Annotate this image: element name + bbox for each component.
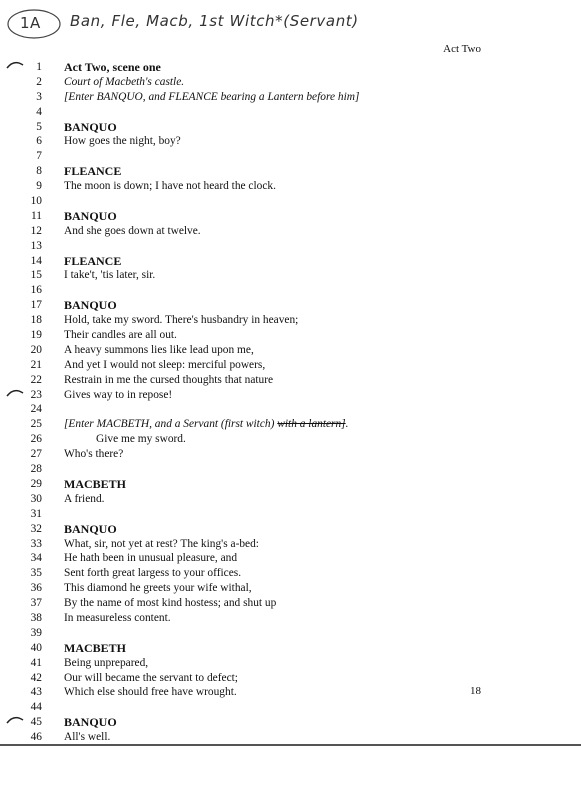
line-text-main: Who's there?: [64, 448, 124, 461]
line-text: [64, 90, 359, 105]
script-line: [0, 105, 581, 120]
script-line: [0, 194, 581, 209]
script-line: [0, 254, 581, 269]
line-text-main: BANQUO: [64, 521, 117, 536]
script-line: [0, 60, 581, 75]
line-text: [64, 179, 276, 194]
script-line: [0, 120, 581, 135]
script-lines: [0, 60, 581, 745]
scene-id-handwritten: 1A: [20, 14, 41, 32]
line-number: 39: [30, 626, 42, 639]
bottom-rule: [0, 744, 581, 746]
script-line: [0, 537, 581, 552]
line-number: 29: [30, 477, 42, 490]
line-number: 34: [30, 552, 42, 565]
line-text-main: Gives way to in repose!: [64, 388, 173, 401]
line-number: 32: [30, 522, 42, 535]
line-number: 19: [30, 329, 42, 342]
script-line: [0, 268, 581, 283]
script-line: [0, 432, 581, 447]
line-text-main: [Enter MACBETH, and a Servant (first witch): [64, 418, 275, 431]
script-line: [0, 239, 581, 254]
line-text-main: Act Two, scene one: [64, 60, 161, 74]
script-line: [0, 224, 581, 239]
line-text: [64, 417, 348, 432]
script-line: [0, 417, 581, 432]
script-line: [0, 283, 581, 298]
line-number: 42: [30, 671, 42, 684]
line-number: 4: [36, 105, 42, 118]
script-line: [0, 328, 581, 343]
script-line: [0, 522, 581, 537]
script-line: [0, 492, 581, 507]
line-number: 36: [30, 582, 42, 595]
act-header: Act Two: [443, 43, 481, 55]
speaker-name: [64, 60, 161, 75]
script-line: [0, 730, 581, 745]
line-number: 27: [30, 448, 42, 461]
line-number: 3: [36, 90, 42, 103]
line-text-main: I take't, 'tis later, sir.: [64, 269, 156, 282]
line-text-main: Being unprepared,: [64, 656, 149, 669]
line-text-main: The moon is down; I have not heard the clock.: [64, 180, 276, 193]
line-text: [64, 671, 238, 686]
line-number: 41: [30, 656, 42, 669]
line-text-main: [Enter BANQUO, and FLEANCE bearing a Lantern before him]: [64, 90, 360, 103]
line-number: 7: [36, 150, 42, 163]
script-line: [0, 149, 581, 164]
line-text: [64, 447, 123, 462]
script-line: [0, 179, 581, 194]
line-text-main: A heavy summons lies like lead upon me,: [64, 343, 254, 356]
line-text-main: BANQUO: [64, 298, 117, 313]
line-text-main: In measureless content.: [64, 611, 171, 624]
script-line: [0, 298, 581, 313]
line-number: 9: [36, 180, 42, 193]
line-text-main: He hath been in unusual pleasure, and: [64, 552, 238, 565]
line-number: 28: [30, 463, 42, 476]
line-text: [64, 224, 201, 239]
line-number: 46: [30, 731, 42, 744]
line-number: 17: [30, 299, 42, 312]
margin-cue-mark-icon: [6, 388, 24, 398]
line-text-main: Restrain in me the cursed thoughts that nature: [64, 373, 274, 386]
line-number: 37: [30, 597, 42, 610]
line-number: 10: [30, 195, 42, 208]
script-line: [0, 507, 581, 522]
script-line: [0, 685, 581, 700]
handwritten-annotation: [6, 6, 366, 46]
line-tail: .: [345, 418, 349, 431]
script-line: [0, 596, 581, 611]
line-number: 5: [36, 120, 42, 133]
script-line: [0, 402, 581, 417]
line-number: 26: [30, 433, 42, 446]
page-number: 18: [470, 685, 481, 697]
speaker-name: [64, 298, 117, 313]
script-line: [0, 566, 581, 581]
line-number: 11: [31, 209, 42, 222]
script-line: [0, 551, 581, 566]
script-line: [0, 447, 581, 462]
line-text-main: What, sir, not yet at rest? The king's a-bed:: [64, 537, 259, 550]
line-text-main: BANQUO: [64, 715, 117, 730]
line-text-main: And yet I would not sleep: merciful powers,: [64, 358, 266, 371]
script-line: [0, 671, 581, 686]
line-number: 31: [30, 507, 42, 520]
line-text-main: And she goes down at twelve.: [64, 224, 201, 237]
line-number: 16: [30, 284, 42, 297]
script-line: [0, 209, 581, 224]
cast-list-handwritten: Ban, Fle, Macb, 1st Witch*(Servant): [70, 12, 359, 30]
line-text: [64, 492, 105, 507]
line-number: 25: [30, 418, 42, 431]
script-line: [0, 715, 581, 730]
line-text: [64, 388, 172, 403]
line-number: 40: [30, 641, 42, 654]
line-text-main: MACBETH: [64, 640, 127, 655]
script-line: [0, 388, 581, 403]
script-line: [0, 626, 581, 641]
line-number: 12: [30, 224, 42, 237]
line-text-main: Our will became the servant to defect;: [64, 671, 238, 684]
line-number: 14: [30, 254, 42, 267]
line-text: [64, 611, 171, 626]
line-text-main: Hold, take my sword. There's husbandry in heaven;: [64, 314, 299, 327]
script-line: [0, 611, 581, 626]
line-text: [64, 551, 237, 566]
speaker-name: [64, 209, 117, 224]
script-line: [0, 358, 581, 373]
line-text-main: MACBETH: [64, 476, 127, 491]
line-number: 18: [30, 314, 42, 327]
line-number: 22: [30, 373, 42, 386]
line-text: [64, 343, 254, 358]
line-text: [64, 328, 177, 343]
line-number: 2: [36, 75, 42, 88]
line-text-main: Give me my sword.: [96, 433, 186, 446]
speaker-name: [64, 715, 117, 730]
line-text-main: Sent forth great largess to your offices.: [64, 567, 242, 580]
speaker-name: [64, 641, 126, 656]
line-number: 13: [30, 239, 42, 252]
speaker-name: [64, 164, 121, 179]
line-text-main: FLEANCE: [64, 253, 122, 268]
script-line: [0, 134, 581, 149]
line-text: [64, 656, 148, 671]
line-text-main: This diamond he greets your wife withal,: [64, 582, 252, 595]
line-text-main: BANQUO: [64, 208, 117, 223]
line-text: [96, 432, 186, 447]
margin-cue-mark-icon: [6, 60, 24, 70]
line-text: [64, 313, 298, 328]
line-number: 30: [30, 492, 42, 505]
line-text-main: Their candles are all out.: [64, 329, 177, 342]
speaker-name: [64, 254, 121, 269]
speaker-name: [64, 522, 117, 537]
script-line: [0, 343, 581, 358]
line-number: 1: [36, 61, 42, 73]
line-number: 8: [36, 165, 42, 178]
line-text-main: Which else should free have wrought.: [64, 686, 237, 699]
script-line: [0, 462, 581, 477]
speaker-name: [64, 477, 126, 492]
line-text-main: How goes the night, boy?: [64, 135, 181, 148]
line-text-main: BANQUO: [64, 119, 117, 134]
line-text-main: Court of Macbeth's castle.: [64, 75, 185, 88]
line-number: 6: [36, 135, 42, 148]
line-number: 15: [30, 269, 42, 282]
line-number: 43: [30, 686, 42, 699]
struck-text: with a lantern]: [277, 418, 346, 431]
script-line: [0, 700, 581, 715]
script-line: [0, 90, 581, 105]
line-number: 44: [30, 701, 42, 714]
line-number: 38: [30, 611, 42, 624]
line-number: 21: [30, 358, 42, 371]
line-text-main: FLEANCE: [64, 164, 122, 179]
script-line: [0, 313, 581, 328]
line-text: [64, 730, 110, 745]
line-text: [64, 373, 273, 388]
margin-cue-mark-icon: [6, 715, 24, 725]
script-line: [0, 75, 581, 90]
line-text-main: By the name of most kind hostess; and shut up: [64, 597, 277, 610]
line-number: 23: [30, 388, 42, 401]
line-text: [64, 75, 184, 90]
line-number: 45: [30, 716, 42, 729]
line-text: [64, 566, 241, 581]
speaker-name: [64, 120, 117, 135]
line-number: 20: [30, 343, 42, 356]
script-line: [0, 164, 581, 179]
line-text-main: All's well.: [64, 731, 111, 744]
line-text: [64, 596, 276, 611]
script-line: [0, 641, 581, 656]
line-text: [64, 581, 252, 596]
script-line: [0, 656, 581, 671]
line-number: 35: [30, 567, 42, 580]
script-line: [0, 477, 581, 492]
line-text: [64, 358, 265, 373]
script-line: [0, 373, 581, 388]
line-number: 33: [30, 537, 42, 550]
line-text: [64, 134, 181, 149]
line-number: 24: [30, 403, 42, 416]
line-text: [64, 685, 237, 700]
line-text: [64, 268, 155, 283]
script-line: [0, 581, 581, 596]
line-text-main: A friend.: [64, 492, 105, 505]
line-text: [64, 537, 259, 552]
